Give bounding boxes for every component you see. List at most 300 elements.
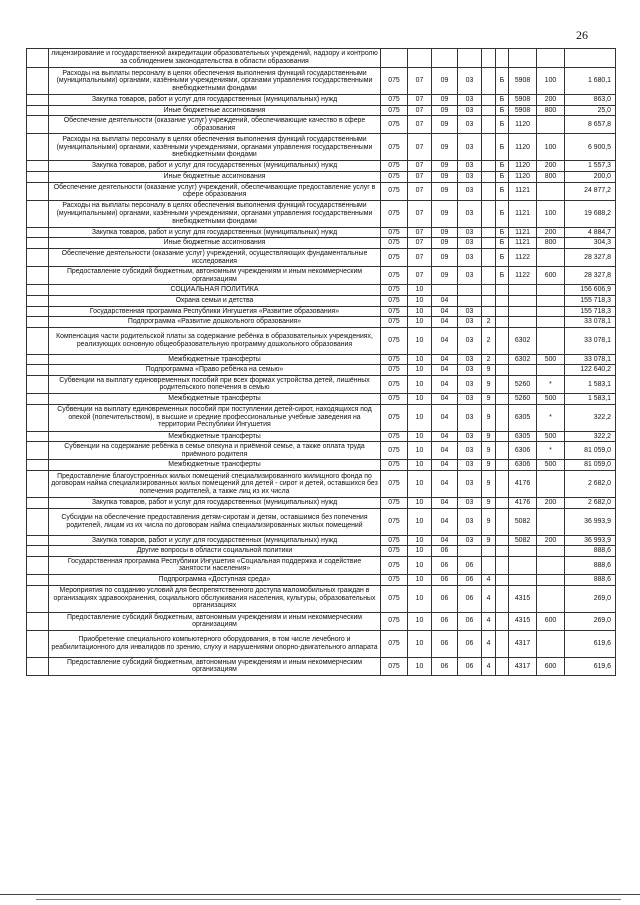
row-subprogram-cell bbox=[482, 161, 496, 172]
row-admin-code-cell: 075 bbox=[381, 471, 408, 498]
row-name-cell: Иные бюджетные ассигнования bbox=[49, 238, 381, 249]
row-name-cell: Субвенции на выплату единовременных пособий при поступлении детей-сирот, находящихся под опекой (попечительством), в высшие и средние профессиональные учебные заведения на территории Республики Ингушетия bbox=[49, 404, 381, 431]
row-admin-code-cell: 075 bbox=[381, 134, 408, 161]
row-number-cell bbox=[27, 327, 49, 354]
row-sum-cell: 200,0 bbox=[565, 171, 616, 182]
row-sum-cell: 322,2 bbox=[565, 404, 616, 431]
row-sum-cell: 619,6 bbox=[565, 630, 616, 657]
row-sum-cell: 1 583,1 bbox=[565, 375, 616, 393]
row-target-code-cell: 1120 bbox=[509, 134, 537, 161]
row-fk-cell bbox=[496, 546, 509, 557]
row-target-code-cell: 6306 bbox=[509, 460, 537, 471]
row-admin-code-cell: 075 bbox=[381, 394, 408, 405]
row-name-cell: Закупка товаров, работ и услуг для государственных (муниципальных) нужд bbox=[49, 535, 381, 546]
row-fk-cell bbox=[496, 375, 509, 393]
row-program-cell: 03 bbox=[458, 442, 482, 460]
row-number-cell bbox=[27, 238, 49, 249]
row-admin-code-cell: 075 bbox=[381, 248, 408, 266]
table-row bbox=[27, 182, 616, 200]
row-admin-code-cell: 075 bbox=[381, 630, 408, 657]
row-admin-code-cell: 075 bbox=[381, 182, 408, 200]
row-sum-cell: 4 884,7 bbox=[565, 227, 616, 238]
row-fk-cell bbox=[496, 317, 509, 328]
row-subsection-cell: 06 bbox=[432, 612, 458, 630]
row-fk-cell bbox=[496, 535, 509, 546]
row-admin-code-cell: 075 bbox=[381, 68, 408, 95]
row-subsection-cell bbox=[432, 285, 458, 296]
row-fk-cell bbox=[496, 49, 509, 68]
row-name-cell: Государственная программа Республики Ингушетия «Социальная поддержка и содействие занятости населения» bbox=[49, 556, 381, 574]
row-program-cell: 03 bbox=[458, 327, 482, 354]
row-section-cell: 10 bbox=[408, 285, 432, 296]
row-section-cell: 07 bbox=[408, 95, 432, 106]
row-name-cell: Закупка товаров, работ и услуг для государственных (муниципальных) нужд bbox=[49, 227, 381, 238]
row-expense-type-cell bbox=[537, 630, 565, 657]
row-expense-type-cell: 100 bbox=[537, 68, 565, 95]
row-name-cell: Подпрограмма «Развитие дошкольного образования» bbox=[49, 317, 381, 328]
row-section-cell: 10 bbox=[408, 657, 432, 675]
row-section-cell: 10 bbox=[408, 556, 432, 574]
table-row bbox=[27, 317, 616, 328]
row-expense-type-cell bbox=[537, 546, 565, 557]
row-expense-type-cell bbox=[537, 317, 565, 328]
row-section-cell: 07 bbox=[408, 267, 432, 285]
row-program-cell: 03 bbox=[458, 227, 482, 238]
row-admin-code-cell: 075 bbox=[381, 227, 408, 238]
row-expense-type-cell: 100 bbox=[537, 134, 565, 161]
row-fk-cell bbox=[496, 404, 509, 431]
row-name-cell: Иные бюджетные ассигнования bbox=[49, 105, 381, 116]
row-subsection-cell: 09 bbox=[432, 200, 458, 227]
row-admin-code-cell: 075 bbox=[381, 431, 408, 442]
row-name-cell: Государственная программа Республики Ингушетия «Развитие образования» bbox=[49, 306, 381, 317]
row-section-cell: 10 bbox=[408, 327, 432, 354]
row-fk-cell bbox=[496, 365, 509, 376]
row-target-code-cell: 1120 bbox=[509, 171, 537, 182]
row-sum-cell: 36 993,9 bbox=[565, 508, 616, 535]
row-subsection-cell: 04 bbox=[432, 498, 458, 509]
row-number-cell bbox=[27, 182, 49, 200]
row-section-cell bbox=[408, 49, 432, 68]
row-name-cell: Предоставление благоустроенных жилых помещений специализированного жилищного фонда по договорам найма специализированных жилых помещений для детей - сирот и детей, оставшихся без попечения родителей, а также лиц из их числа bbox=[49, 471, 381, 498]
row-sum-cell: 1 583,1 bbox=[565, 394, 616, 405]
row-name-cell: Иные бюджетные ассигнования bbox=[49, 171, 381, 182]
row-target-code-cell: 6306 bbox=[509, 442, 537, 460]
row-expense-type-cell: 500 bbox=[537, 431, 565, 442]
row-name-cell: Подпрограмма «Доступная среда» bbox=[49, 575, 381, 586]
row-section-cell: 07 bbox=[408, 105, 432, 116]
row-number-cell bbox=[27, 657, 49, 675]
bottom-rule bbox=[0, 894, 640, 895]
row-program-cell bbox=[458, 546, 482, 557]
row-section-cell: 10 bbox=[408, 354, 432, 365]
row-subprogram-cell: 4 bbox=[482, 575, 496, 586]
row-section-cell: 10 bbox=[408, 404, 432, 431]
row-target-code-cell: 6302 bbox=[509, 354, 537, 365]
table-row bbox=[27, 354, 616, 365]
table-row bbox=[27, 238, 616, 249]
row-section-cell: 07 bbox=[408, 238, 432, 249]
row-target-code-cell bbox=[509, 575, 537, 586]
row-section-cell: 10 bbox=[408, 317, 432, 328]
row-expense-type-cell bbox=[537, 116, 565, 134]
row-name-cell: Субвенции на выплату единовременных пособий при всех формах устройства детей, лишённых родительского попечения в семью bbox=[49, 375, 381, 393]
row-subprogram-cell bbox=[482, 171, 496, 182]
row-sum-cell: 304,3 bbox=[565, 238, 616, 249]
row-number-cell bbox=[27, 267, 49, 285]
row-fk-cell bbox=[496, 354, 509, 365]
row-program-cell: 03 bbox=[458, 375, 482, 393]
row-program-cell: 03 bbox=[458, 95, 482, 106]
row-program-cell: 03 bbox=[458, 460, 482, 471]
row-subprogram-cell bbox=[482, 105, 496, 116]
row-expense-type-cell: 100 bbox=[537, 200, 565, 227]
row-name-cell: Межбюджетные трансферты bbox=[49, 460, 381, 471]
row-expense-type-cell bbox=[537, 182, 565, 200]
row-program-cell: 03 bbox=[458, 238, 482, 249]
row-section-cell: 07 bbox=[408, 227, 432, 238]
row-subsection-cell: 04 bbox=[432, 508, 458, 535]
row-sum-cell: 8 657,8 bbox=[565, 116, 616, 134]
row-section-cell: 10 bbox=[408, 508, 432, 535]
row-number-cell bbox=[27, 394, 49, 405]
table-row bbox=[27, 365, 616, 376]
table-row bbox=[27, 394, 616, 405]
row-expense-type-cell: 600 bbox=[537, 657, 565, 675]
row-name-cell: Обеспечение деятельности (оказание услуг) учреждений, обеспечивающие качество в сфере образования bbox=[49, 116, 381, 134]
row-fk-cell bbox=[496, 556, 509, 574]
row-sum-cell: 269,0 bbox=[565, 612, 616, 630]
row-program-cell: 03 bbox=[458, 134, 482, 161]
row-number-cell bbox=[27, 285, 49, 296]
row-admin-code-cell: 075 bbox=[381, 295, 408, 306]
row-fk-cell bbox=[496, 471, 509, 498]
row-fk-cell bbox=[496, 585, 509, 612]
row-subprogram-cell: 9 bbox=[482, 498, 496, 509]
row-sum-cell: 33 078,1 bbox=[565, 354, 616, 365]
row-fk-cell bbox=[496, 431, 509, 442]
row-target-code-cell: 4176 bbox=[509, 471, 537, 498]
row-fk-cell bbox=[496, 442, 509, 460]
row-subprogram-cell bbox=[482, 267, 496, 285]
row-target-code-cell: 6302 bbox=[509, 327, 537, 354]
row-name-cell: Межбюджетные трансферты bbox=[49, 394, 381, 405]
row-expense-type-cell: 800 bbox=[537, 171, 565, 182]
row-name-cell: Закупка товаров, работ и услуг для государственных (муниципальных) нужд bbox=[49, 95, 381, 106]
row-expense-type-cell: 500 bbox=[537, 460, 565, 471]
row-section-cell: 07 bbox=[408, 116, 432, 134]
row-admin-code-cell: 075 bbox=[381, 105, 408, 116]
row-expense-type-cell bbox=[537, 285, 565, 296]
row-program-cell: 03 bbox=[458, 171, 482, 182]
table-row bbox=[27, 431, 616, 442]
row-subprogram-cell bbox=[482, 285, 496, 296]
row-fk-cell: Б bbox=[496, 227, 509, 238]
row-expense-type-cell: 800 bbox=[537, 105, 565, 116]
row-target-code-cell: 5260 bbox=[509, 394, 537, 405]
table-row bbox=[27, 49, 616, 68]
table-row bbox=[27, 612, 616, 630]
row-section-cell: 07 bbox=[408, 134, 432, 161]
row-sum-cell: 156 606,9 bbox=[565, 285, 616, 296]
row-expense-type-cell: * bbox=[537, 404, 565, 431]
row-expense-type-cell: 500 bbox=[537, 354, 565, 365]
row-section-cell: 10 bbox=[408, 575, 432, 586]
row-number-cell bbox=[27, 404, 49, 431]
row-fk-cell bbox=[496, 295, 509, 306]
row-subsection-cell bbox=[432, 49, 458, 68]
row-fk-cell: Б bbox=[496, 171, 509, 182]
row-target-code-cell bbox=[509, 365, 537, 376]
row-target-code-cell: 5908 bbox=[509, 95, 537, 106]
row-section-cell: 07 bbox=[408, 171, 432, 182]
row-sum-cell: 1 557,3 bbox=[565, 161, 616, 172]
table-row bbox=[27, 375, 616, 393]
row-subsection-cell: 09 bbox=[432, 105, 458, 116]
budget-table-body bbox=[27, 49, 616, 676]
table-row bbox=[27, 471, 616, 498]
row-section-cell: 10 bbox=[408, 630, 432, 657]
row-name-cell: Расходы на выплаты персоналу в целях обеспечения выполнения функций государственными (муниципальными) органами, казёнными учреждениями, органами управления государственными внебюджетными фондами bbox=[49, 68, 381, 95]
row-subsection-cell: 04 bbox=[432, 327, 458, 354]
row-subprogram-cell: 2 bbox=[482, 327, 496, 354]
budget-table bbox=[26, 48, 616, 676]
row-subprogram-cell bbox=[482, 68, 496, 95]
row-subprogram-cell bbox=[482, 546, 496, 557]
row-fk-cell: Б bbox=[496, 267, 509, 285]
row-program-cell: 03 bbox=[458, 471, 482, 498]
row-target-code-cell: 4317 bbox=[509, 630, 537, 657]
row-subsection-cell: 04 bbox=[432, 394, 458, 405]
row-subsection-cell: 09 bbox=[432, 161, 458, 172]
row-target-code-cell: 1122 bbox=[509, 248, 537, 266]
row-sum-cell: 863,0 bbox=[565, 95, 616, 106]
row-fk-cell bbox=[496, 508, 509, 535]
row-fk-cell: Б bbox=[496, 95, 509, 106]
row-number-cell bbox=[27, 630, 49, 657]
row-expense-type-cell: 200 bbox=[537, 227, 565, 238]
row-section-cell: 10 bbox=[408, 295, 432, 306]
row-number-cell bbox=[27, 556, 49, 574]
row-program-cell bbox=[458, 285, 482, 296]
row-target-code-cell: 5082 bbox=[509, 508, 537, 535]
row-name-cell: Межбюджетные трансферты bbox=[49, 431, 381, 442]
row-target-code-cell: 1122 bbox=[509, 267, 537, 285]
row-number-cell bbox=[27, 575, 49, 586]
row-section-cell: 10 bbox=[408, 471, 432, 498]
row-subprogram-cell bbox=[482, 116, 496, 134]
table-row bbox=[27, 95, 616, 106]
row-fk-cell: Б bbox=[496, 248, 509, 266]
row-admin-code-cell: 075 bbox=[381, 161, 408, 172]
table-row bbox=[27, 134, 616, 161]
row-sum-cell: 2 682,0 bbox=[565, 471, 616, 498]
row-subsection-cell: 09 bbox=[432, 227, 458, 238]
row-admin-code-cell: 075 bbox=[381, 535, 408, 546]
row-program-cell: 03 bbox=[458, 404, 482, 431]
row-sum-cell: 33 078,1 bbox=[565, 327, 616, 354]
row-number-cell bbox=[27, 306, 49, 317]
row-fk-cell bbox=[496, 630, 509, 657]
row-expense-type-cell: 200 bbox=[537, 95, 565, 106]
row-target-code-cell: 6305 bbox=[509, 431, 537, 442]
table-row bbox=[27, 535, 616, 546]
row-admin-code-cell: 075 bbox=[381, 317, 408, 328]
row-fk-cell: Б bbox=[496, 68, 509, 95]
row-fk-cell: Б bbox=[496, 134, 509, 161]
table-row bbox=[27, 295, 616, 306]
table-row bbox=[27, 248, 616, 266]
row-subsection-cell: 09 bbox=[432, 134, 458, 161]
row-admin-code-cell: 075 bbox=[381, 546, 408, 557]
row-expense-type-cell bbox=[537, 306, 565, 317]
row-program-cell: 03 bbox=[458, 317, 482, 328]
row-admin-code-cell: 075 bbox=[381, 508, 408, 535]
row-subsection-cell: 04 bbox=[432, 471, 458, 498]
row-number-cell bbox=[27, 105, 49, 116]
row-target-code-cell bbox=[509, 306, 537, 317]
row-program-cell: 03 bbox=[458, 354, 482, 365]
row-program-cell: 03 bbox=[458, 365, 482, 376]
row-program-cell: 03 bbox=[458, 508, 482, 535]
table-row bbox=[27, 585, 616, 612]
row-section-cell: 10 bbox=[408, 431, 432, 442]
row-name-cell: СОЦИАЛЬНАЯ ПОЛИТИКА bbox=[49, 285, 381, 296]
table-row bbox=[27, 161, 616, 172]
row-target-code-cell: 4317 bbox=[509, 657, 537, 675]
row-expense-type-cell bbox=[537, 327, 565, 354]
row-subprogram-cell: 9 bbox=[482, 535, 496, 546]
row-subprogram-cell bbox=[482, 295, 496, 306]
row-admin-code-cell bbox=[381, 49, 408, 68]
row-admin-code-cell: 075 bbox=[381, 267, 408, 285]
row-section-cell: 10 bbox=[408, 442, 432, 460]
row-section-cell: 07 bbox=[408, 161, 432, 172]
row-admin-code-cell: 075 bbox=[381, 498, 408, 509]
row-subprogram-cell bbox=[482, 49, 496, 68]
row-program-cell: 06 bbox=[458, 575, 482, 586]
row-admin-code-cell: 075 bbox=[381, 238, 408, 249]
row-subsection-cell: 04 bbox=[432, 375, 458, 393]
row-sum-cell: 155 718,3 bbox=[565, 295, 616, 306]
row-subprogram-cell: 4 bbox=[482, 585, 496, 612]
row-number-cell bbox=[27, 134, 49, 161]
row-target-code-cell: 5908 bbox=[509, 68, 537, 95]
row-number-cell bbox=[27, 442, 49, 460]
row-sum-cell: 619,6 bbox=[565, 657, 616, 675]
row-subsection-cell: 09 bbox=[432, 171, 458, 182]
row-subsection-cell: 09 bbox=[432, 95, 458, 106]
table-row bbox=[27, 460, 616, 471]
row-subsection-cell: 06 bbox=[432, 630, 458, 657]
row-admin-code-cell: 075 bbox=[381, 612, 408, 630]
row-section-cell: 10 bbox=[408, 365, 432, 376]
table-row bbox=[27, 306, 616, 317]
row-section-cell: 10 bbox=[408, 535, 432, 546]
row-sum-cell: 122 640,2 bbox=[565, 365, 616, 376]
row-fk-cell: Б bbox=[496, 200, 509, 227]
row-program-cell: 03 bbox=[458, 498, 482, 509]
row-number-cell bbox=[27, 68, 49, 95]
table-row bbox=[27, 116, 616, 134]
row-subsection-cell: 04 bbox=[432, 404, 458, 431]
row-name-cell: Субвенции на содержание ребёнка в семье опекуна и приёмной семье, а также оплата труда приёмного родителя bbox=[49, 442, 381, 460]
row-program-cell: 06 bbox=[458, 630, 482, 657]
row-program-cell: 03 bbox=[458, 68, 482, 95]
row-program-cell: 03 bbox=[458, 200, 482, 227]
row-expense-type-cell bbox=[537, 248, 565, 266]
row-number-cell bbox=[27, 295, 49, 306]
row-expense-type-cell bbox=[537, 585, 565, 612]
row-subsection-cell: 04 bbox=[432, 460, 458, 471]
row-admin-code-cell: 075 bbox=[381, 116, 408, 134]
row-program-cell: 06 bbox=[458, 585, 482, 612]
table-row bbox=[27, 442, 616, 460]
row-subprogram-cell: 4 bbox=[482, 612, 496, 630]
row-target-code-cell: 1120 bbox=[509, 116, 537, 134]
row-number-cell bbox=[27, 317, 49, 328]
row-expense-type-cell bbox=[537, 556, 565, 574]
row-admin-code-cell: 075 bbox=[381, 657, 408, 675]
row-sum-cell: 33 078,1 bbox=[565, 317, 616, 328]
page-number: 26 bbox=[576, 28, 588, 42]
row-sum-cell: 28 327,8 bbox=[565, 248, 616, 266]
row-sum-cell: 155 718,3 bbox=[565, 306, 616, 317]
row-target-code-cell: 4176 bbox=[509, 498, 537, 509]
row-admin-code-cell: 075 bbox=[381, 285, 408, 296]
row-target-code-cell: 4315 bbox=[509, 612, 537, 630]
row-target-code-cell bbox=[509, 295, 537, 306]
row-expense-type-cell: 600 bbox=[537, 267, 565, 285]
table-row bbox=[27, 68, 616, 95]
row-target-code-cell: 6305 bbox=[509, 404, 537, 431]
row-number-cell bbox=[27, 171, 49, 182]
row-target-code-cell: 5082 bbox=[509, 535, 537, 546]
row-program-cell: 03 bbox=[458, 394, 482, 405]
row-subprogram-cell: 9 bbox=[482, 442, 496, 460]
row-admin-code-cell: 075 bbox=[381, 375, 408, 393]
row-expense-type-cell bbox=[537, 471, 565, 498]
row-sum-cell: 36 993,9 bbox=[565, 535, 616, 546]
row-program-cell: 06 bbox=[458, 657, 482, 675]
row-subprogram-cell: 9 bbox=[482, 365, 496, 376]
row-number-cell bbox=[27, 431, 49, 442]
row-subprogram-cell: 2 bbox=[482, 354, 496, 365]
row-number-cell bbox=[27, 49, 49, 68]
row-expense-type-cell: * bbox=[537, 442, 565, 460]
row-admin-code-cell: 075 bbox=[381, 95, 408, 106]
row-sum-cell: 24 877,2 bbox=[565, 182, 616, 200]
row-name-cell: Мероприятия по созданию условий для беспрепятственного доступа маломобильных граждан в организациях здравоохранения, социального обслуживания населения, культуры, образовательных организациях bbox=[49, 585, 381, 612]
table-row bbox=[27, 575, 616, 586]
row-program-cell: 03 bbox=[458, 267, 482, 285]
row-fk-cell bbox=[496, 657, 509, 675]
row-fk-cell: Б bbox=[496, 182, 509, 200]
row-subsection-cell: 04 bbox=[432, 535, 458, 546]
row-subsection-cell: 04 bbox=[432, 295, 458, 306]
row-fk-cell bbox=[496, 327, 509, 354]
row-sum-cell: 19 688,2 bbox=[565, 200, 616, 227]
row-admin-code-cell: 075 bbox=[381, 460, 408, 471]
row-name-cell: Подпрограмма «Право ребёнка на семью» bbox=[49, 365, 381, 376]
row-program-cell bbox=[458, 295, 482, 306]
row-number-cell bbox=[27, 498, 49, 509]
table-row bbox=[27, 200, 616, 227]
row-name-cell: Предоставление субсидий бюджетным, автономным учреждениям и иным некоммерческим организациям bbox=[49, 657, 381, 675]
row-sum-cell: 2 682,0 bbox=[565, 498, 616, 509]
row-number-cell bbox=[27, 535, 49, 546]
row-section-cell: 10 bbox=[408, 306, 432, 317]
